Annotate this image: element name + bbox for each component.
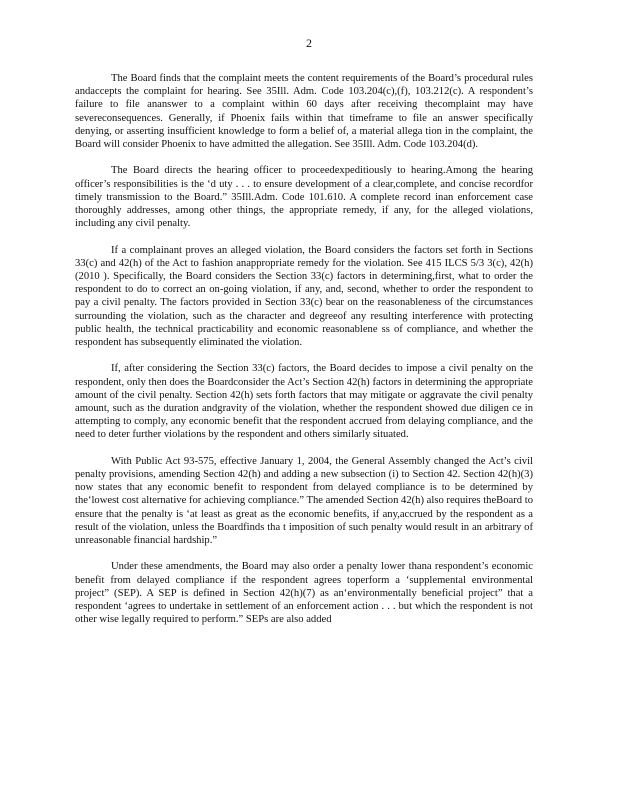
page-number: 2	[306, 36, 312, 50]
paragraph-civil-penalty: If, after considering the Section 33(c) factors, the Board decides to impose a civil penalty on the respondent, only then does the Boardconsider the Act’s Section 42(h) factors in determining the appropriate amount of the civil penalty. Section 42(h) sets forth factors that may mitigate or aggravate the civil penalty amount, such as the duration andgravity of the violation, whether the respondent showed due diligen ce in attempting to comply, any economic benefit that the respondent accrued from delaying compliance, and the need to deter further violations by the respondent and others similarly situated.	[75, 363, 533, 441]
paragraph-hearing-officer: The Board directs the hearing officer to proceedexpeditiously to hearing.Among the hearing officer’s responsibilities is the ‘d uty . . . to ensure development of a clear,complete, and concise recordfor timely transmission to the Board.” 35Ill.Adm. Code 101.610. A complete record inan enforcement case thoroughly addresses, among other things, the appropriate remedy, if any, for the alleged violations, including any civil penalty.	[75, 165, 533, 230]
paragraph-public-act: With Public Act 93-575, effective January 1, 2004, the General Assembly changed the Act’s civil penalty provisions, amending Section 42(h) and adding a new subsection (i) to Section 42. Section 42(h)(3) now states that any economic benefit to respondent from delayed compliance is to be determined by the‘lowest cost alternative for achieving compliance.” The amended Section 42(h) also requires theBoard to ensure that the penalty is ‘at least as great as the economic benefits, if any,accrued by the respondent as a result of the violation, unless the Boardfinds tha t imposition of such penalty would result in an arbitrary of unreasonable financial hardship.”	[75, 455, 533, 547]
paragraph-remedy-factors: If a complainant proves an alleged violation, the Board considers the factors set forth in Sections 33(c) and 42(h) of the Act to fashion anappropriate remedy for the violation. See 415 ILCS 5/3 3(c), 42(h) (2010 ). Specifically, the Board considers the Section 33(c) factors in determining,first, what to order the respondent to do to correct an on-going violation, if any, and, second, whether to order the respondent to pay a civil penalty. The factors provided in Section 33(c) bear on the reasonableness of the circumstances surrounding the violation, such as the character and degreeof any resulting interference with protecting public health, the technical practicability and economic reasonablene ss of compliance, and whether the respondent has subsequently eliminated the violation.	[75, 244, 533, 349]
document-body	[75, 72, 533, 640]
paragraph-complaint-acceptance: The Board finds that the complaint meets the content requirements of the Board’s procedural rules andaccepts the complaint for hearing. See 35Ill. Adm. Code 103.204(c),(f), 103.212(c). A respondent’s failure to file ananswer to a complaint within 60 days after receiving thecomplaint may have severeconsequences. Generally, if Phoenix fails within that timeframe to file an answer specifically denying, or asserting insufficient knowledge to form a belief of, a material allega tion in the complaint, the Board will consider Phoenix to have admitted the allegation. See 35Ill. Adm. Code 103.204(d).	[75, 73, 533, 151]
paragraph-sep: Under these amendments, the Board may also order a penalty lower thana respondent’s economic benefit from delayed compliance if the respondent agrees toperform a ‘supplemental environmental project” (SEP). A SEP is defined in Section 42(h)(7) as an‘environmentally beneficial project” that a respondent ‘agrees to undertake in settlement of an enforcement action . . . but which the respondent is not other wise legally required to perform.” SEPs are also added	[75, 561, 533, 626]
